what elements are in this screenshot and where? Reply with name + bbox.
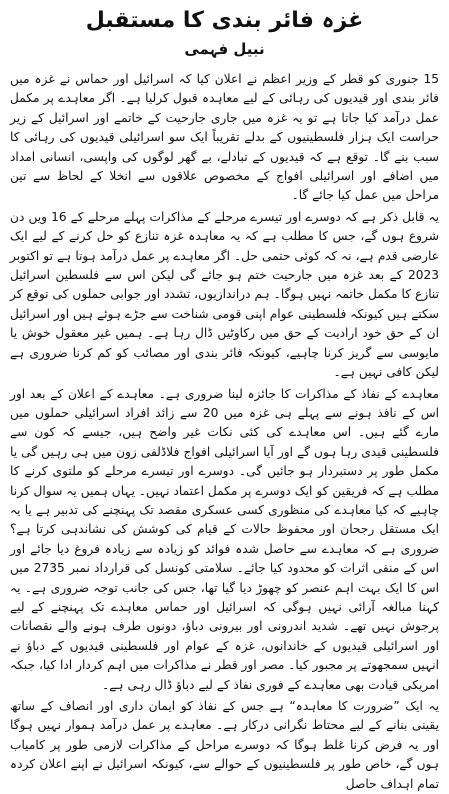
- article-paragraph-3: معاہدے کے نفاذ کے مذاکرات کا جائزہ لینا ضروری ہے۔ معاہدے کے اعلان کے بعد اور اس کے نافذ ہونے سے پہلے ہی غزہ میں 20 سے زائد افراد اسرائیلی حملوں میں مارے گئے ہیں۔ اس معاہدے کی کئی نکات غیر واضح ہیں، جیسے کہ کون سے فلسطینی قیدی رہا ہوں گے اور آیا اسرائیلی افواج فلاڈلفی زون میں ہی رہیں گی یا مکمل طور پر دستبردار ہو جائیں گی۔ دوسرے اور تیسرے مرحلے کو ملتوی کرنے کا مطلب ہے کہ فریقین کو ایک دوسرے پر مکمل اعتماد نہیں۔ یہاں ہمیں یہ سوال کرنا چاہیے کہ کیا معاہدے کی منظوری کسی عسکری مقصد تک پہنچنے کی تدبیر ہے یا یہ ایک مستقل رجحان اور محفوظ حالات کے قیام کی کوشش کی نشاندہی کرتا ہے؟ ضروری ہے کہ معاہدے سے حاصل شدہ فوائد کو زیادہ سے زیادہ فروغ دیا جائے اور اس کے منفی اثرات کو محدود کیا جائے۔ سلامتی کونسل کی قرارداد نمبر 2735 میں اس کا ایک بہت اہم عنصر کو چھوڑ دیا گیا تھا، جس کی جانب توجہ ضروری ہے۔ یہ کہنا مبالغہ آرائی نہیں ہوگی کہ اسرائیل اور حماس معاہدے تک پہنچنے کے لیے پرجوش نہیں تھے۔ شدید اندرونی اور بیرونی دباؤ، دونوں طرف ہونے والے نقصانات اور اسرائیلی قیدیوں کے خاندانوں، غزہ کے عوام اور فلسطینی قیدیوں کے دباؤ نے انہیں سمجھوتے پر مجبور کیا۔ مصر اور قطر نے مذاکرات میں اہم کردار ادا کیا، جبکہ امریکی قیادت بھی معاہدے کے فوری نفاذ کے لیے دباؤ ڈال رہی ہے۔: [10, 386, 440, 692]
- article-author: نبیل فہمی: [184, 40, 265, 58]
- article-title: غزہ فائر بندی کا مستقبل: [85, 8, 364, 33]
- article-paragraph-2: یہ قابل ذکر ہے کہ دوسرے اور تیسرے مرحلے کے مذاکرات پہلے مرحلے کے 16 ویں دن شروع ہوں گے، جس کا مطلب ہے کہ یہ معاہدہ غزہ تنازع کو حل کرنے کے لیے ایک عارضی قدم ہے، نہ کہ کوئی حتمی حل۔ اگر معاہدے پر عمل درآمد ہوتا ہے تو اکتوبر 2023 کے بعد غزہ میں جارحیت ختم ہو جائے گی لیکن اس سے فلسطین اسرائیل تنازع کا مکمل خاتمہ نہیں ہوگا۔ ہم دراندازیوں، تشدد اور جوابی حملوں کی توقع کر سکتے ہیں کیونکہ فلسطینی عوام اپنی قومی شناخت سے جڑے ہوئے ہیں اور اسرائیل ان کے حق خود ارادیت کے حق میں رکاوٹیں ڈال رہا ہے۔ ہمیں غیر معقول خوش یا مایوسی سے گریز کرنا چاہیے، کیونکہ فائر بندی اور مصائب کو کم کرنا ضروری ہے لیکن کافی نہیں ہے۔: [10, 209, 439, 380]
- article-paragraph-1: 15 جنوری کو قطر کے وزیر اعظم نے اعلان کیا کہ اسرائیل اور حماس نے غزہ میں فائر بندی اور قیدیوں کی رہائی کے لیے معاہدہ قبول کرلیا ہے۔ اگر معاہدے پر مکمل عمل درآمد کیا جاتا ہے تو یہ غزہ میں جاری جارحیت کے خاتمے اور اسرائیل کے زیر حراست ایک ہزار فلسطینیوں کے بدلے تقریباً ایک سو اسرائیلی قیدیوں کی رہائی کا سبب بنے گا۔ توقع ہے کہ قیدیوں کے تبادلے، بے گھر لوگوں کی واپسی، انسانی امداد میں اضافے اور اسرائیلی افواج کے مخصوص علاقوں سے انخلا کے لحاظ سے تین مراحل میں عمل کیا جائے گا۔: [10, 72, 439, 203]
- article-paragraph-4: یہ ایک ”ضرورت کا معاہدہ“ ہے جس کے نفاذ کو ایمان داری اور انصاف کے ساتھ یقینی بنانے کے لیے محتاط نگرانی درکار ہے۔ معاہدے پر عمل درآمد ہموار نہیں ہوگا اور یہ فرض کرنا غلط ہوگا کہ دوسرے مراحل کے مذاکرات لازمی طور پر کامیاب ہوں گے، خاص طور پر فلسطینیوں کے حوالے سے، کیونکہ اسرائیل نے اپنے اعلان کردہ تمام اہداف حاصل: [10, 699, 439, 791]
